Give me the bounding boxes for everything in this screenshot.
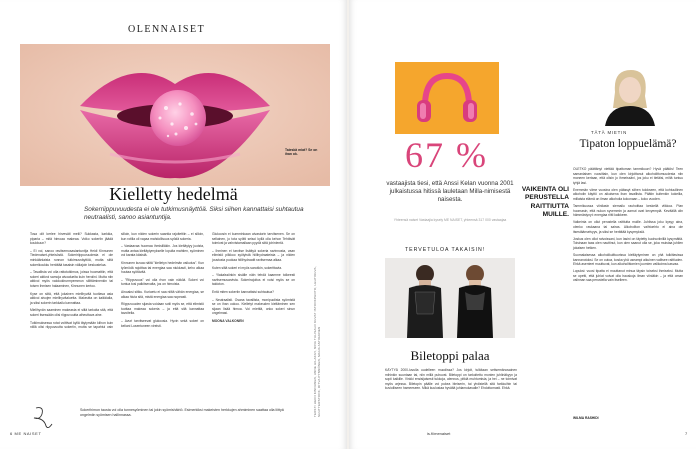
- author-sign: MOONA VALKONEN: [212, 318, 244, 323]
- body-paragraph: Ainoaksi sitiku. Kuriaetu ei saa niiltä vähän energiaa, se alkaa hluta sitä, mistä energiaa saa nopeasti.: [121, 289, 204, 299]
- footnote: Sokerihimon tausta voi olla tunnesyöminen tai jokin syömishäiriö. Esimerkiksi makeisten herkkujen ahmiminen saattaa olla liittyä ongelmiin syömisen hallinnassa.: [80, 408, 284, 417]
- body-paragraph: – Avuri tarvitseevat glukoosia. Hyvin sekä sokeri on keliani Lusentuneen vireisti.: [121, 318, 204, 328]
- body-paragraph: Enemmän viime vuosina olen päässyt siihen tulokseen, että kohtuullinen alkoholin käyttö on aikuisena ihan tavallista. Päätin kuitenkin kokeilla, millaista elämä on ilman alkoholia kokonaan – koko vuoden.: [573, 187, 683, 202]
- statistic-text: vastaajista tiesi, että Anssi Kelan vuonna 2001 julkaistussa hitissä lauletaan Milla-nimisestä naisesta.: [386, 180, 514, 203]
- statistic-source: Yhteensä naiset Vastaajia kysely ME NAISET, yhteensä 317 000 vastaajaa: [393, 218, 507, 222]
- models-illustration: [385, 258, 515, 338]
- lips-candy-photo: [20, 44, 330, 186]
- article-lead: Sokerriippuvuudesta ei ole tutkimusnäyttöä. Siksi siihen kannattaisi suhtautua neutraalisti, sanoo asiantuntija.: [84, 206, 304, 221]
- body-paragraph: Vaikeinta on ollut perustella raittiutta muille. Juhlissa joku kysyy aina, olenko raskaana tai sairas. Alkoholiton vaihtoehto ei aina ole itsestäänselvyys, ja siksi se herättää kysymyksiä.: [573, 220, 683, 234]
- body-paragraph: Mielihyvän saaminen makeasta ei siltä tarkoita sitä, että sokeri itsessään olisi riippuvuutta aiheuttava aine.: [30, 308, 113, 317]
- article-headline: Kielletty hedelmä: [109, 184, 238, 204]
- fashion-photo: [385, 258, 515, 338]
- headphones-icon: [395, 62, 499, 134]
- body-paragraph: Joskus olen ollut raivoissani, kun lasini on täytetty kuohuviinillä kysymättä. Toisinaan taas olen nauttinut, kun olen saanut olla se, joka muistaa juhlien jokaisen hetken.: [573, 236, 683, 250]
- body-paragraph: – Ylakalssiinkin sisälle näin tehdä kaamme tolkeesti ravitsemusarvista. Sokerirajoitus ei voisi myös se on taidoton.: [212, 273, 295, 287]
- body-paragraph: Tammikuussa viinilasin siemailu rauhoittaa keskellä viikkoa. Pian huomasin, että nukun syvemmin ja aamut ovat kevyempiä. Keväällä olin hämmästynyt: energiaa riitti kaikkeen.: [573, 204, 683, 218]
- body-paragraph: OLETKO päättänyt viettää tipattoman tammikuun? Hyvä päätös! Teen samanlaisen vuosittain, kun olen kirjoittanut alkoholittomuudesta niin moneen kertaan, että olisin jo ihmeissäni, jos joku ei tietäisi, miltä tuntuu tyhjä lasi.: [573, 167, 683, 185]
- body-paragraph: – "Riippuvuus" voi olla rhon vain näköä. Sokeri voi tuntua tosi palkitsevalta, jos on himoista.: [121, 277, 204, 287]
- pull-quote: VAIKEINTA OLI PERUSTELLA RAITTIUTTA MUILLE.: [521, 186, 569, 219]
- section-title: TERVETULOA TAKAISIN!: [405, 247, 486, 253]
- photo-credits: [302, 255, 332, 415]
- body-paragraph: – Vastaavaa huomaa ihmisilläkin. Jos kieltäytyy juoista, mutta antaa kieltäytymykselle lopulta mahtien, syöminen voi karata käsistä.: [121, 244, 204, 258]
- credits-text: TEKSTI HEIDI KINNUNEN, ANNE HILAKIVI, NINA TULISALO KUVAT ISTOCKPHOTO, LEHTIKUVA, SHUTTERSTOCK, RITVA PYNNÖNEN, MAIJA ASTIKAINEN: [313, 266, 321, 417]
- body-paragraph: – Ihminen ei tarvitse lisättyä sokeria ravinnosta, vaan elimistö pilkkoo syötyistä hiilihydraateista – ja niiden joustusta puokaa hiilihydraatit ravitsemaa alkaa.: [212, 248, 295, 262]
- body-paragraph: Lopuksi: vuosi tipatta ei muuttanut minua täysin toiseksi ihmiseksi. Mutta se opetti, että juhlat voivat olla hauskoja ilman viiniäkin – ja että oman valinnan saa perustella vain itselleen.: [573, 269, 683, 283]
- column-kicker: TÄTÄ MIETIN: [591, 130, 628, 135]
- right-page: [349, 0, 696, 449]
- body-paragraph: – Tavallista voi olla rattotutkimus, joissa huomattiin, että sokeri aktivoi samoja aivoalueita kuin heroiini. Mutta niin aktivoi myös valokokirurmpemmun silittäminenkin tai toisen ihmisen halaaminen, Kinnunen kertoo.: [30, 270, 113, 288]
- body-paragraph: Riippuvuuden sijasta voidaan sotii myös se, että elimistö tuottaa makeaa sokeria – ja että sitä kannattaa tavoitella.: [121, 302, 204, 316]
- body-paragraph: Kyse on siitä, että jokainen mielihyvää tuottava asia aktivoi aivojen mielihyväaluetta. Makeutta on kaikkialla, ja siksi sokerin tarkkailu kannattaa.: [30, 291, 113, 305]
- body-paragraph: Tutkimuksessa rotat voittivat kyllä täytymään kiihon kuin niillä olisi riippuvuutta sokeriin, mutta se tapahtui vain silloin, kun niiden sokerin saantia rajoitettiin – ei silloin, kun rotilla oli vapaa mahdollisuus syödä sokeria.: [30, 232, 204, 330]
- fashion-body: KÄYTYÄ 2000-luvulla uudelleen muodissa? Jos kirjoit, tulkitaan seitsemänosainen mihinkin suuntaan tai, niin millä puhuvat. Biletoppi on tarkoitettu monien juhlinäkyyn ja sopii kaikille. Vinkki ensisijaisesti tukkoja, alennus, pitkiä muhtumisia, ja hei – ne toimivat myös arjessa. Biletopin päälle voi pukea bleiserin, tai yhdistellä sitä farkkuihin tai kuviolliseen hameeseen. Mikä kuulostaa hyvältä juhlamukavalle? Ehdottomasti. Ehkä.: [385, 368, 517, 391]
- body-paragraph: Tosa olit kerlee hirvesäti meili? Sukkasta, karkkia, piparia – mitä himoaa makeaa. Voiko sokeriin jäädä koukkuun?: [30, 232, 113, 246]
- photo-caption: Taieskä miat? Se on ihan ok.: [285, 148, 318, 157]
- left-page: [0, 0, 347, 449]
- lips-illustration: [20, 44, 330, 186]
- statistic-number: 67 %: [405, 135, 488, 175]
- portrait-illustration: [587, 62, 671, 126]
- column-author: WILMA RASHIDI: [573, 416, 599, 420]
- page-url: is.fi/menaiset: [427, 431, 451, 436]
- body-paragraph: – Neutraalisti. Osana tavallista, monipuolista syömistä se on ihan ookoo. Kielletyt makeuden kieltäminen sen sijaan lisää himoa. Voi miettiä, onko sokeri sinun ongelmasi.: [212, 297, 295, 316]
- body-paragraph: Entä miten sokeriin kannattaisi suhtautua?: [212, 289, 274, 294]
- author-portrait: [587, 62, 671, 126]
- article-body: [30, 232, 295, 392]
- column-headline: Tipaton loppuelämä?: [579, 138, 677, 150]
- body-paragraph: Kinnunen kuvaa näitä "kielletyn hedelmän vaikutus". Kun työmödä rajoittaa tai energiaa saa niukkasti, keho alkaa huutaa syötävää.: [121, 260, 204, 275]
- fashion-headline: Biletoppi palaa: [410, 348, 490, 363]
- body-paragraph: Glukoosin ei kumminkaan aivastorin tarvitsenen. Se on sellainen, jo tota syötti seisoi kyllä olla kehon Tehtävät toimivat ja vahvistamallaan pyydä siitä johinlentä.: [212, 232, 295, 246]
- signature-mark: [30, 404, 58, 432]
- signature-icon: [30, 404, 58, 432]
- body-paragraph: – Ei voi, sanoo ravitsemusasiantuntija Heidi Kinnunen Tiedenaiset-yhteisöstä. Sokeririippuvuudesta ei ole minkäänlaista runnon tutkimusnäyttöä, mutta siitä sokerikoukku herättää tasaisin väliajoin keskustelua.: [30, 248, 113, 267]
- section-title: OLENNAISET: [128, 24, 206, 35]
- page-folio: 6 ME NAISET: [10, 431, 42, 436]
- body-paragraph: Suomalaisessa alkoholikulttuurissa kieltäytyminen on yhä tulkittavissa kannanotoksi. Se on outoa, koska yhä useampi aikuinen valitsee raittiuden. Ehkä asenteet muuttuvat, kun alkoholittomien juomien valikoima kasvaa.: [573, 253, 683, 267]
- headphones-photo: [395, 62, 499, 134]
- column-body: [573, 167, 683, 286]
- body-paragraph: Kuten siltä sokeri ei myös sanotkin, sokerittavia.: [212, 265, 282, 270]
- page-folio: 7: [685, 431, 688, 436]
